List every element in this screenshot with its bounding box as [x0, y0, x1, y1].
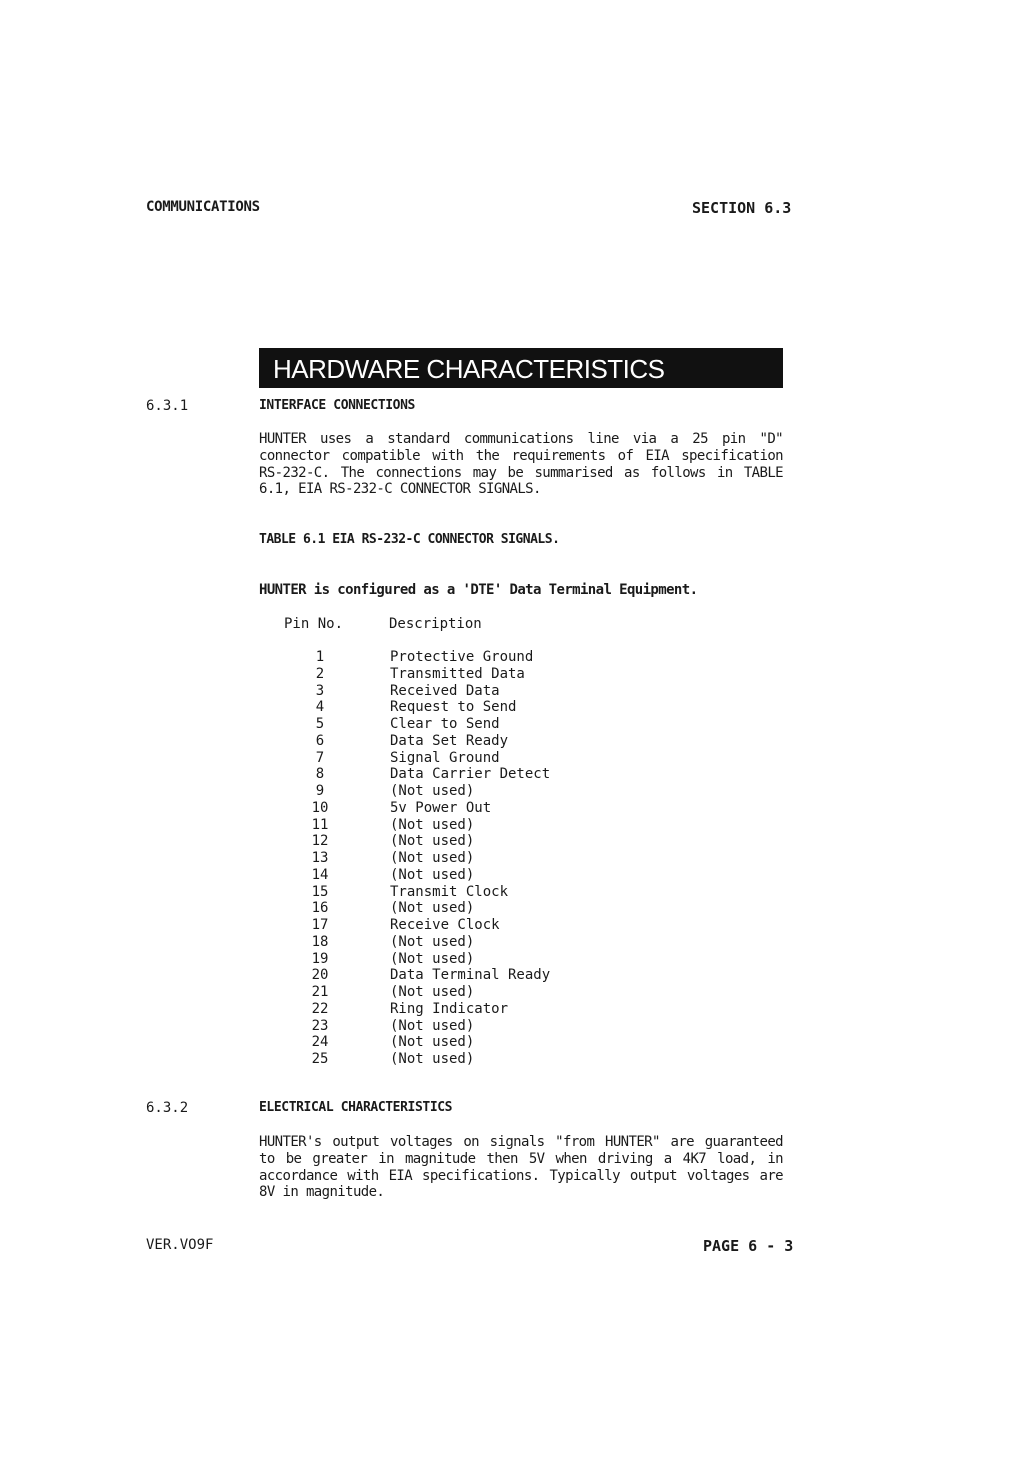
- pin-description: (Not used): [390, 984, 475, 1000]
- section-banner: [259, 348, 783, 388]
- pin-description: (Not used): [390, 833, 475, 850]
- section-title-interface-connections: INTERFACE CONNECTIONS: [259, 398, 415, 413]
- version-label: VER.VO9F: [146, 1237, 214, 1253]
- pin-number: 24: [311, 1034, 329, 1051]
- pin-description: (Not used): [390, 900, 475, 917]
- pin-number: 12: [311, 833, 329, 850]
- pin-number: 17: [311, 917, 329, 933]
- interface-connections-paragraph: HUNTER uses a standard communications line via a 25 pin "D" connector compatible with the requirements of EIA specification RS-232-C. The connections may be summarised as follows in TABLE 6.1, EIA RS-232-C CONNECTOR SIGNALS.: [259, 431, 783, 498]
- pin-description: Ring Indicator: [390, 1000, 509, 1017]
- banner-title: HARDWARE CHARACTERISTICS: [273, 354, 665, 384]
- pin-description: (Not used): [390, 1051, 475, 1067]
- pin-description: Received Data: [390, 682, 500, 699]
- pin-number: 2: [315, 665, 325, 682]
- pin-description: Signal Ground: [390, 749, 500, 766]
- pin-description: (Not used): [390, 783, 475, 799]
- pin-number: 21: [311, 984, 329, 1000]
- pin-description: (Not used): [390, 850, 475, 866]
- pin-description: Request to Send: [390, 699, 517, 716]
- pin-number: 25: [311, 1051, 329, 1067]
- section-number-6-3-1: 6.3.1: [146, 398, 189, 414]
- column-header-pin-no: Pin No.: [284, 616, 344, 632]
- pin-number: 1: [315, 649, 325, 665]
- section-title-electrical-characteristics: ELECTRICAL CHARACTERISTICS: [259, 1100, 453, 1115]
- pin-number: 20: [311, 967, 329, 984]
- pin-number: 23: [311, 1017, 329, 1034]
- pin-number: 9: [315, 783, 325, 799]
- pin-description: Protective Ground: [390, 649, 534, 665]
- pin-description: (Not used): [390, 866, 475, 883]
- pin-description: Transmitted Data: [390, 665, 525, 682]
- pin-number: 3: [315, 682, 325, 699]
- column-header-description: Description: [389, 616, 482, 632]
- pin-number: 11: [311, 816, 329, 833]
- pin-number: 6: [315, 732, 325, 749]
- pin-description: (Not used): [390, 816, 475, 833]
- running-header-title: COMMUNICATIONS: [146, 199, 260, 215]
- pin-description: Data Carrier Detect: [390, 766, 551, 783]
- pin-number: 8: [315, 766, 325, 783]
- pin-number: 10: [311, 799, 329, 816]
- pin-number: 5: [315, 716, 325, 732]
- pin-number: 22: [311, 1000, 329, 1017]
- dte-configuration-note: HUNTER is configured as a 'DTE' Data Terminal Equipment.: [259, 582, 698, 598]
- section-number-6-3-2: 6.3.2: [146, 1100, 189, 1116]
- page-number: PAGE 6 - 3: [703, 1237, 794, 1255]
- description-column: [390, 649, 550, 1068]
- pin-description: (Not used): [390, 950, 475, 967]
- pin-description: 5v Power Out: [390, 799, 492, 816]
- pin-description: (Not used): [390, 1034, 475, 1051]
- pin-number: 18: [311, 933, 329, 950]
- pin-description: Transmit Clock: [390, 883, 509, 900]
- pin-number: 14: [311, 866, 329, 883]
- pin-number: 15: [311, 883, 329, 900]
- pin-description: (Not used): [390, 933, 475, 950]
- pin-description: (Not used): [390, 1017, 475, 1034]
- pin-number: 16: [311, 900, 329, 917]
- pin-description: Data Set Ready: [390, 732, 509, 749]
- pin-number: 4: [315, 699, 325, 716]
- pin-description: Receive Clock: [390, 917, 500, 933]
- pin-description: Data Terminal Ready: [390, 967, 551, 984]
- table-title: TABLE 6.1 EIA RS-232-C CONNECTOR SIGNALS.: [259, 532, 560, 547]
- pin-number: 7: [315, 749, 325, 766]
- pin-description: Clear to Send: [390, 716, 500, 732]
- pin-number: 13: [311, 850, 329, 866]
- electrical-characteristics-paragraph: HUNTER's output voltages on signals "from HUNTER" are guaranteed to be greater in magnitude then 5V when driving a 4K7 load, in accordance with EIA specifications. Typically output voltages are 8V in magnitude.: [259, 1134, 783, 1201]
- running-header-section: SECTION 6.3: [692, 199, 792, 217]
- pin-number: 19: [311, 950, 329, 967]
- pin-number-column: [300, 649, 340, 1068]
